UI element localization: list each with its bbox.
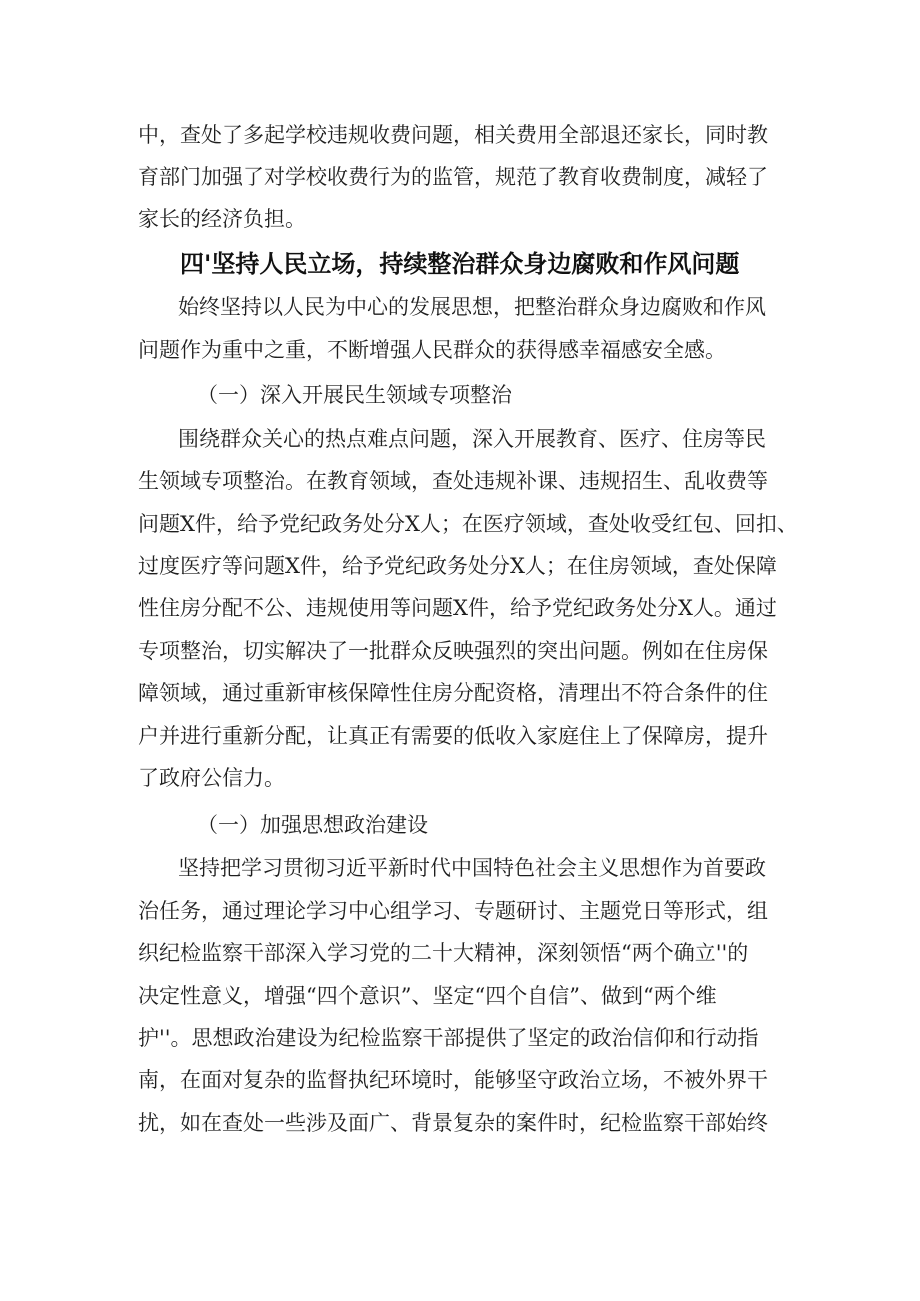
subheading: （一）加强思想政治建设 bbox=[197, 813, 428, 837]
subheading: （一）深入开展民生领域专项整治 bbox=[197, 383, 512, 407]
paragraph-line: 了政府公信力。 bbox=[138, 766, 285, 790]
paragraph-line: 户并进行重新分配，让真正有需要的低收入家庭住上了保障房，提升 bbox=[138, 724, 768, 748]
paragraph-line: 扰，如在查处一些涉及面广、背景复杂的案件时，纪检监察干部始终 bbox=[138, 1111, 768, 1135]
paragraph-line: 围绕群众关心的热点难点问题，深入开展教育、医疗、住房等民 bbox=[178, 427, 766, 451]
paragraph-line: 始终坚持以人民为中心的发展思想，把整治群众身边腐败和作风 bbox=[178, 295, 766, 319]
paragraph-line: 专项整治，切实解决了一批群众反映强烈的突出问题。例如在住房保 bbox=[138, 639, 768, 663]
paragraph-line: 南，在面对复杂的监督执纪环境时，能够坚守政治立场，不被外界干 bbox=[138, 1068, 768, 1092]
paragraph-line: 治任务，通过理论学习中心组学习、专题研讨、主题党日等形式，组 bbox=[138, 899, 768, 923]
paragraph-line: 性住房分配不公、违规使用等问题X件，给予党纪政务处分X人。通过 bbox=[138, 596, 777, 620]
paragraph-line: 护''。思想政治建设为纪检监察干部提供了坚定的政治信仰和行动指 bbox=[138, 1026, 759, 1050]
paragraph-line: 过度医疗等问题X件，给予党纪政务处分X人；在住房领域，查处保障 bbox=[138, 554, 777, 578]
paragraph-line: 育部门加强了对学校收费行为的监管，规范了教育收费制度，减轻了 bbox=[138, 165, 768, 189]
paragraph-line: 障领域，通过重新审核保障性住房分配资格，清理出不符合条件的住 bbox=[138, 681, 768, 705]
paragraph-line: 决定性意义，增强“四个意识”、坚定“四个自信”、做到“两个维 bbox=[138, 984, 717, 1008]
paragraph-line: 织纪检监察干部深入学习党的二十大精神，深刻领悟“两个确立''的 bbox=[138, 941, 749, 965]
section-heading: 四'坚持人民立场，持续整治群众身边腐败和作风问题 bbox=[180, 250, 740, 278]
paragraph-line: 中，查处了多起学校违规收费问题，相关费用全部退还家长，同时教 bbox=[138, 123, 768, 147]
paragraph-line: 家长的经济负担。 bbox=[138, 207, 306, 231]
paragraph-line: 问题作为重中之重，不断增强人民群众的获得感幸福感安全感。 bbox=[138, 338, 726, 362]
paragraph-line: 问题X件，给予党纪政务处分X人；在医疗领域，查处收受红包、回扣、 bbox=[138, 512, 798, 536]
paragraph-line: 生领域专项整治。在教育领域，查处违规补课、违规招生、乱收费等 bbox=[138, 469, 768, 493]
paragraph-line: 坚持把学习贯彻习近平新时代中国特色社会主义思想作为首要政 bbox=[178, 856, 766, 880]
